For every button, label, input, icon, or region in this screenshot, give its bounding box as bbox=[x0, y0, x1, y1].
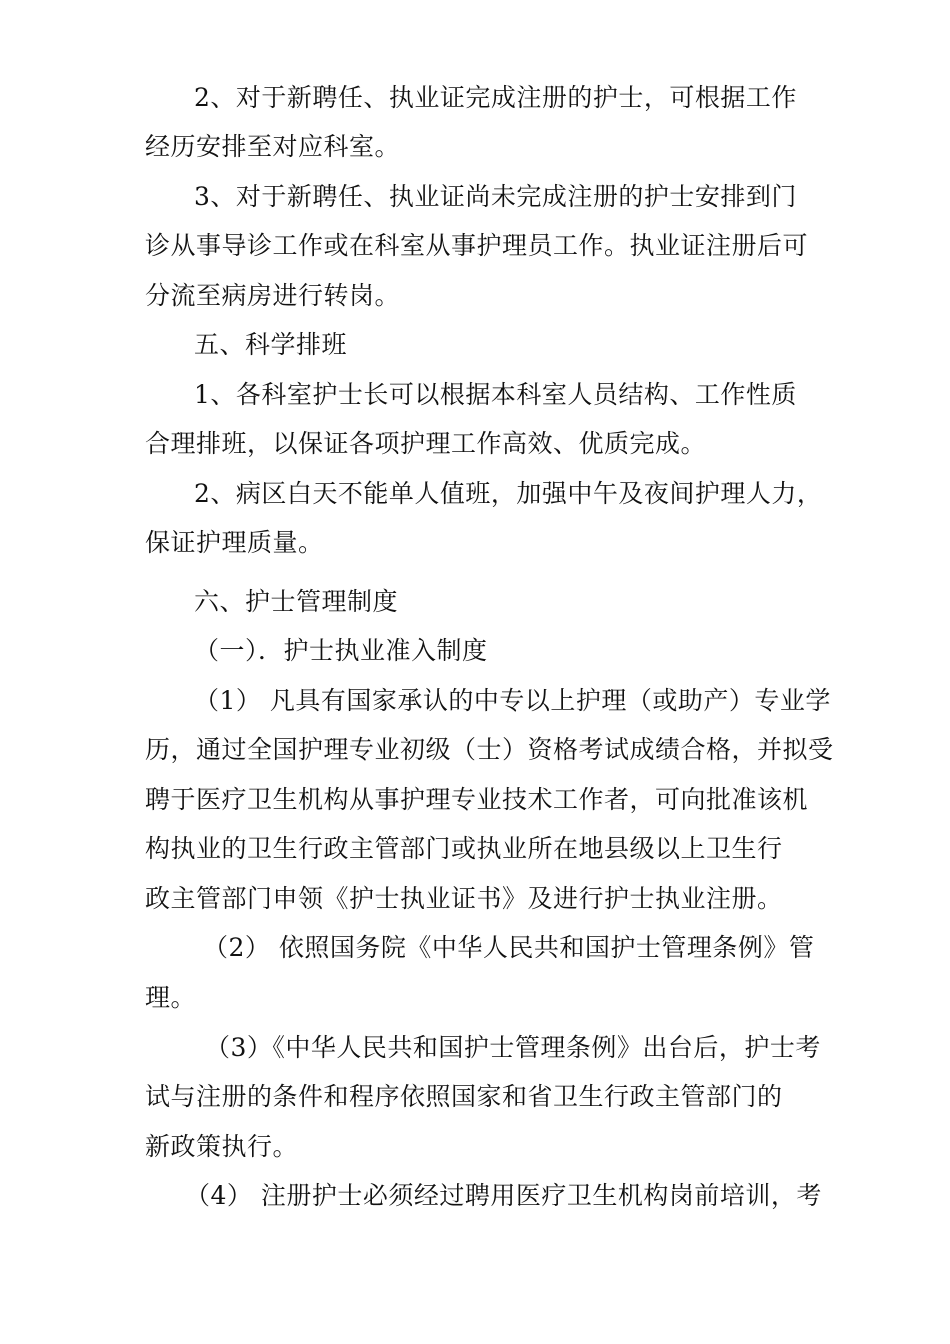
paragraph-line: 分流至病房进行转岗。 bbox=[145, 281, 401, 310]
section-heading: 五、科学排班 bbox=[194, 330, 348, 359]
paragraph-line: 新政策执行。 bbox=[145, 1132, 299, 1161]
paragraph-line: （4） 注册护士必须经过聘用医疗卫生机构岗前培训，考 bbox=[185, 1181, 822, 1210]
paragraph-line: 2、对于新聘任、执业证完成注册的护士，可根据工作 bbox=[194, 83, 797, 112]
section-heading: 六、护士管理制度 bbox=[194, 587, 399, 616]
subsection-heading: （一）．护士执业准入制度 bbox=[194, 636, 488, 665]
paragraph-line: （2） 依照国务院《中华人民共和国护士管理条例》管 bbox=[203, 933, 815, 962]
paragraph-line: 1、各科室护士长可以根据本科室人员结构、工作性质 bbox=[194, 380, 797, 409]
paragraph-line: 诊从事导诊工作或在科室从事护理员工作。执业证注册后可 bbox=[145, 231, 809, 260]
paragraph-line: （3）《中华人民共和国护士管理条例》出台后，护士考 bbox=[205, 1033, 821, 1062]
paragraph-line: 试与注册的条件和程序依照国家和省卫生行政主管部门的 bbox=[145, 1082, 783, 1111]
paragraph-line: 2、病区白天不能单人值班，加强中午及夜间护理人力， bbox=[194, 479, 823, 508]
paragraph-line: 政主管部门申领《护士执业证书》及进行护士执业注册。 bbox=[145, 884, 783, 913]
paragraph-line: 保证护理质量。 bbox=[145, 528, 324, 557]
paragraph-line: 理。 bbox=[145, 983, 197, 1012]
paragraph-line: 历，通过全国护理专业初级（士）资格考试成绩合格，并拟受 bbox=[145, 735, 834, 764]
paragraph-line: 经历安排至对应科室。 bbox=[145, 132, 401, 161]
paragraph-line: （1） 凡具有国家承认的中专以上护理（或助产）专业学 bbox=[194, 686, 831, 715]
paragraph-line: 聘于医疗卫生机构从事护理专业技术工作者，可向批准该机 bbox=[145, 785, 809, 814]
paragraph-line: 3、对于新聘任、执业证尚未完成注册的护士安排到门 bbox=[194, 182, 797, 211]
paragraph-line: 构执业的卫生行政主管部门或执业所在地县级以上卫生行 bbox=[145, 834, 783, 863]
paragraph-line: 合理排班，以保证各项护理工作高效、优质完成。 bbox=[145, 429, 707, 458]
